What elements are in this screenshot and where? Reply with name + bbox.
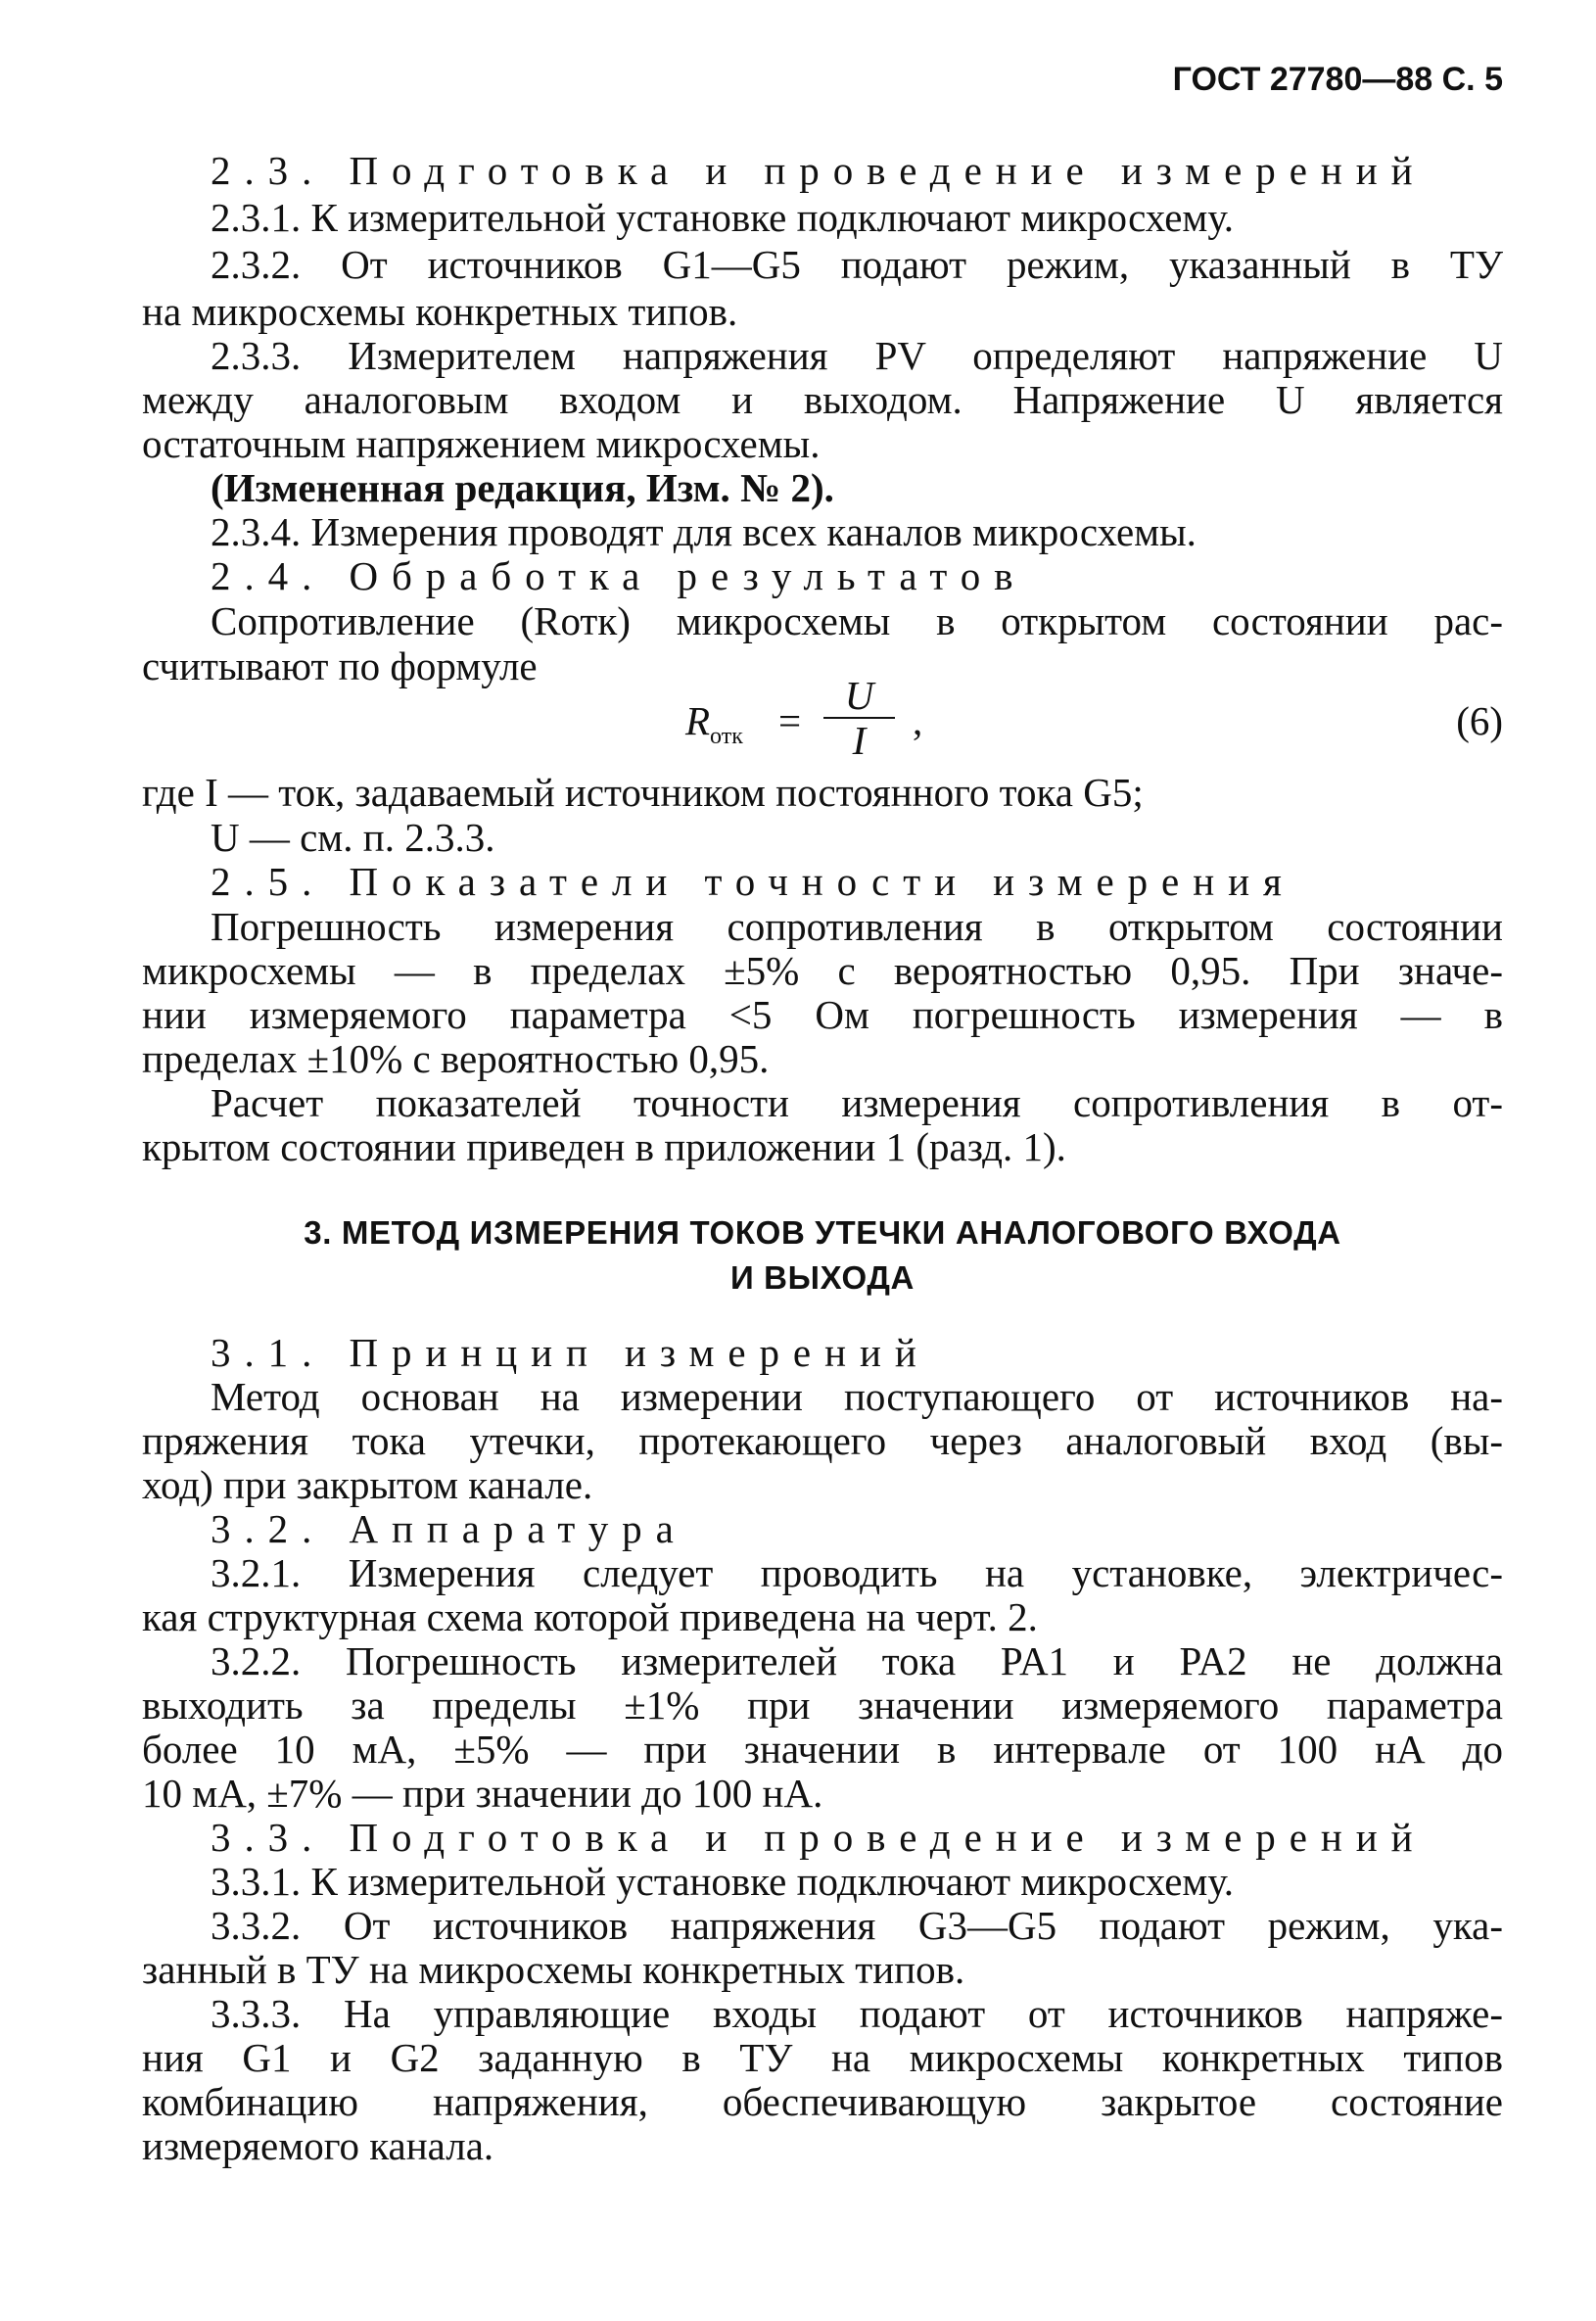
text-line: 2.3.4. Измерения проводят для всех каналов микросхемы. <box>211 509 1197 554</box>
text-line: Погрешность измерения сопротивления в открытом состоянии <box>211 904 1503 949</box>
amendment-note: (Измененная редакция, Изм. № 2). <box>211 465 834 510</box>
formula-lhs: $R_{отк}$ <box>685 698 743 750</box>
formula-number: (6) <box>1456 698 1503 743</box>
text-line: крытом состоянии приведен в приложении 1 (разд. 1). <box>142 1124 1066 1169</box>
text-line: 3.2.2. Погрешность измерителей тока PA1 и PA2 не должна <box>211 1638 1503 1683</box>
text-line: 3.3.3. На управляющие входы подают от источников напряже- <box>211 1991 1503 2036</box>
text-line: комбинацию напряжения, обеспечивающую закрытое состояние <box>142 2079 1503 2124</box>
formula-equals: = <box>778 698 802 743</box>
formula-denominator: I <box>852 718 867 763</box>
text-line: ход) при закрытом канале. <box>142 1462 593 1507</box>
text-line: считывают по формуле <box>142 643 538 688</box>
formula-6 <box>685 666 979 764</box>
formula-numerator: U <box>844 673 874 718</box>
text-line: 10 мА, ±7% — при значении до 100 нА. <box>142 1771 823 1816</box>
text-line: Расчет показателей точности измерения сопротивления в от- <box>211 1080 1503 1125</box>
section-3-1-title: 3.1. Принцип измерений <box>211 1330 930 1375</box>
text-line: 2.3.1. К измерительной установке подключают микросхему. <box>211 195 1234 240</box>
text-line: пряжения тока утечки, протекающего через аналоговый вход (вы- <box>142 1418 1503 1463</box>
section-3-2-title: 3.2. Аппаратура <box>211 1506 687 1551</box>
text-line: более 10 мА, ±5% — при значении в интервале от 100 нА до <box>142 1727 1503 1772</box>
page-header: ГОСТ 27780—88 С. 5 <box>1172 61 1503 98</box>
section-2-5-title: 2.5. Показатели точности измерения <box>211 859 1295 904</box>
text-line: где I — ток, задаваемый источником постоянного тока G5; <box>142 770 1144 815</box>
text-line: измеряемого канала. <box>142 2123 494 2168</box>
section-2-4-title: 2.4. Обработка результатов <box>211 553 1027 598</box>
text-line: между аналоговым входом и выходом. Напряжение U является <box>142 377 1503 422</box>
text-line: 2.3.2. От источников G1—G5 подают режим, указанный в ТУ <box>211 242 1503 287</box>
text-line: пределах ±10% с вероятностью 0,95. <box>142 1036 770 1081</box>
text-line: микросхемы — в пределах ±5% с вероятностью 0,95. При значе- <box>142 948 1503 993</box>
formula-comma: , <box>913 698 923 743</box>
text-line: выходить за пределы ±1% при значении измеряемого параметра <box>142 1682 1503 1728</box>
text-line: Сопротивление (Rотк) микросхемы в открытом состоянии рас- <box>211 598 1503 643</box>
text-line: 3.3.2. От источников напряжения G3—G5 подают режим, ука- <box>211 1903 1503 1948</box>
text-line: 2.3.3. Измерителем напряжения PV определяют напряжение U <box>211 333 1503 378</box>
text-line: ния G1 и G2 заданную в ТУ на микросхемы конкретных типов <box>142 2035 1503 2080</box>
formula-fraction <box>818 673 901 763</box>
section-2-3-title: 2.3. Подготовка и проведение измерений <box>211 148 1427 193</box>
text-line: 3.2.1. Измерения следует проводить на установке, электричес- <box>211 1550 1503 1595</box>
section-3-heading-line1: 3. МЕТОД ИЗМЕРЕНИЯ ТОКОВ УТЕЧКИ АНАЛОГОВОГО ВХОДА <box>304 1214 1341 1251</box>
text-line: 3.3.1. К измерительной установке подключают микросхему. <box>211 1859 1234 1904</box>
text-line: нии измеряемого параметра <5 Ом погрешность измерения — в <box>142 992 1503 1037</box>
text-line: U — см. п. 2.3.3. <box>211 815 495 860</box>
section-3-3-title: 3.3. Подготовка и проведение измерений <box>211 1815 1427 1860</box>
section-3-heading-line2: И ВЫХОДА <box>729 1259 915 1296</box>
text-line: остаточным напряжением микросхемы. <box>142 421 821 466</box>
text-line: занный в ТУ на микросхемы конкретных типов. <box>142 1947 965 1992</box>
text-line: кая структурная схема которой приведена на черт. 2. <box>142 1594 1038 1639</box>
text-line: Метод основан на измерении поступающего от источников на- <box>211 1374 1503 1419</box>
text-line: на микросхемы конкретных типов. <box>142 289 738 334</box>
